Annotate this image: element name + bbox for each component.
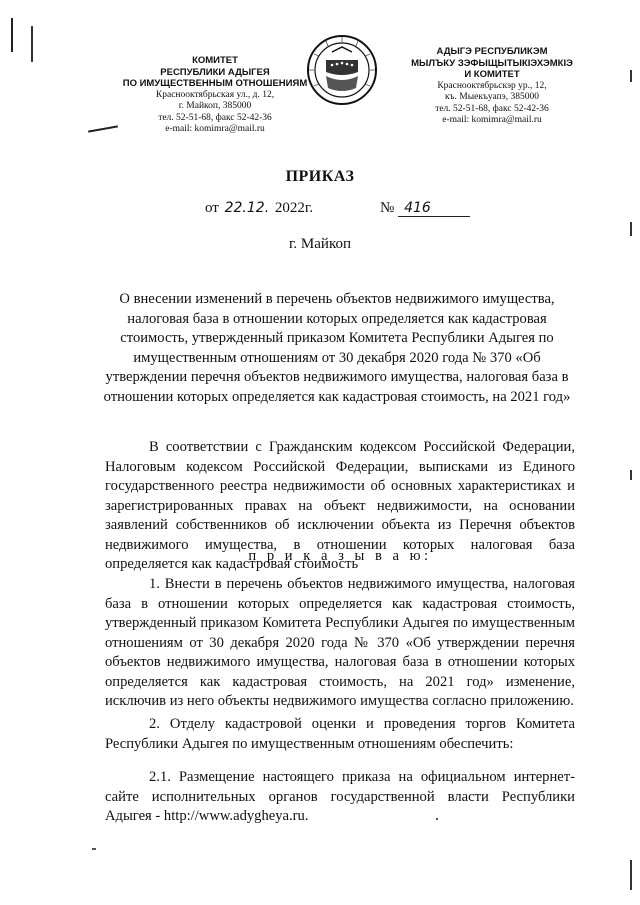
order-date <box>205 200 313 217</box>
preamble-paragraph: В соответствии с Гражданским кодексом Российской Федерации, Налоговым кодексом Российской Федерации, выписками из Единого государственного реестра недвижимости об основных характеристиках и зарегистрированных правах на объект недвижимости, на основании заявлений собственников об исключении объекта из Перечня объектов недвижимого имущества, в отношении которых налоговая база определяется как кадастровая стоимость <box>105 439 575 572</box>
org-name-line: И КОМИТЕТ <box>464 69 520 80</box>
date-prefix: от <box>205 200 219 216</box>
order-item-2: 2. Отделу кадастровой оценки и проведения торгов Комитета Республики Адыгея по имущественным отношениям обеспечить: <box>105 716 575 752</box>
org-name-line: РЕСПУБЛИКИ АДЫГЕЯ <box>160 66 270 78</box>
org-name-line: ПО ИМУЩЕСТВЕННЫМ ОТНОШЕНИЯМ <box>122 78 308 89</box>
coat-of-arms-emblem <box>306 34 378 106</box>
scan-artifact-line <box>11 18 13 52</box>
scan-artifact-line <box>630 470 632 480</box>
scan-artifact-dot <box>436 818 438 820</box>
org-name-line: КОМИТЕТ <box>192 55 238 66</box>
email-line: e-mail: komimra@mail.ru <box>165 124 265 134</box>
date-year: 2022г. <box>274 200 314 216</box>
order-directive: п р и к а з ы в а ю: <box>248 548 432 564</box>
address-line: Краснооктябрьская ул., д. 12, <box>155 89 275 100</box>
address-line: Краснооктябрьскэр ур., 12, <box>437 80 547 91</box>
phone-line: тел. 52-51-68, факс 52-42-36 <box>435 103 549 114</box>
document-title: ПРИКАЗ <box>285 168 355 185</box>
header-right <box>392 46 592 127</box>
address-line: къ. Мыекъуапэ, 385000 <box>445 92 539 102</box>
org-name-line: АДЫГЭ РЕСПУБЛИКЭМ <box>436 46 548 57</box>
handwritten-date: 22.12. <box>224 200 270 216</box>
scan-artifact-line <box>630 860 632 890</box>
scan-artifact-line <box>630 70 632 82</box>
handwritten-number: 416 <box>398 200 470 217</box>
scan-artifact-line <box>630 222 632 236</box>
number-prefix: № <box>380 200 395 216</box>
order-subject: О внесении изменений в перечень объектов недвижимого имущества, налоговая база в отношении которых определяется как кадастровая стоимость, утвержденный приказом Комитета Республики Адыгея по имущественным отношениям от 30 декабря 2020 года № 370 «Об утверждении перечня объектов недвижимого имущества, налоговая база в отношении которых определяется как кадастровая стоимость, на 2021 год» <box>103 291 571 405</box>
email-line: e-mail: komimra@mail.ru <box>442 115 542 125</box>
org-name-line: МЫЛЪКУ ЗЭФЫЩЫТЫКIЭХЭМКIЭ <box>411 57 573 69</box>
scan-artifact-dot <box>92 848 96 850</box>
order-number <box>380 200 470 217</box>
address-line: г. Майкоп, 385000 <box>178 101 252 111</box>
header-left <box>100 55 330 136</box>
scan-artifact-line <box>31 26 33 62</box>
city-line: г. Майкоп <box>288 236 352 252</box>
phone-line: тел. 52-51-68, факс 52-42-36 <box>158 112 272 123</box>
order-item-1: 1. Внести в перечень объектов недвижимого имущества, налоговая база в отношении которых определяется как кадастровая стоимость, утвержденный приказом Комитета Республики Адыгея по имущественным отношениям от 30 декабря 2020 года № 370 «Об утверждении перечня объектов недвижимого имущества, налоговая база в отношении которых определяется как кадастровая стоимость, на 2021 год» изменение, исключив из него объекты недвижимого имущества согласно приложению. <box>105 576 575 709</box>
order-item-2-1: 2.1. Размещение настоящего приказа на официальном интернет-сайте исполнительных органов государственной власти Республики Адыгея - http://www.adygheya.ru. <box>105 769 575 824</box>
